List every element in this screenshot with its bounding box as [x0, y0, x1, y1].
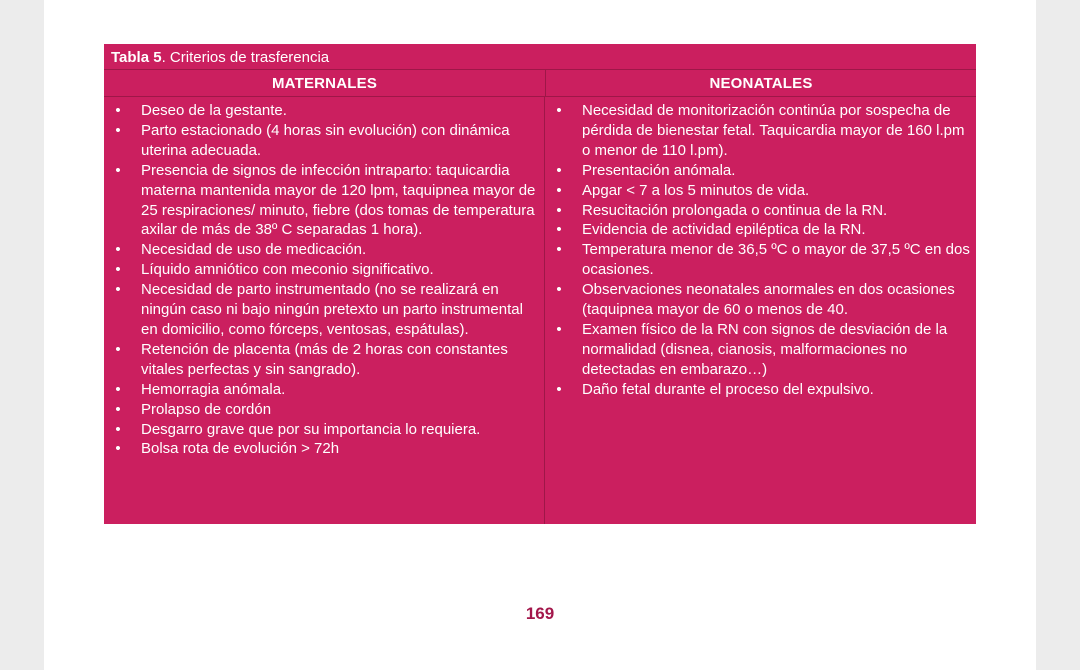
neonatales-list-item	[545, 240, 976, 280]
table-body-row	[104, 97, 976, 524]
header-neonatales: NEONATALES	[709, 75, 813, 92]
document-page	[44, 0, 1036, 670]
list-item-text: Bolsa rota de evolución > 72h	[141, 440, 340, 458]
list-item-text: Evidencia de actividad epiléptica de la RN.	[582, 221, 866, 239]
bullet-icon: •	[115, 121, 121, 139]
neonatales-list-item	[545, 181, 976, 201]
maternales-list-item	[104, 380, 544, 400]
neonatales-list-item	[545, 101, 976, 161]
transfer-criteria-table	[104, 44, 976, 524]
list-item-text: Parto estacionado (4 horas sin evolución) con dinámica uterina adecuada.	[141, 121, 510, 159]
list-item-text: Necesidad de monitorización continúa por sospecha de pérdida de bienestar fetal. Taquicardia mayor de 160 l.pm o menor de 110 l.pm).	[582, 102, 965, 159]
maternales-list-item	[104, 260, 544, 280]
bullet-icon: •	[115, 440, 121, 458]
bullet-icon: •	[115, 420, 121, 438]
maternales-list-item	[104, 340, 544, 380]
list-item-text: Prolapso de cordón	[141, 400, 272, 418]
neonatales-list-item	[545, 161, 976, 181]
bullet-icon: •	[115, 102, 121, 119]
list-item-text: Resucitación prolongada o continua de la RN.	[582, 201, 888, 219]
bullet-icon: •	[115, 281, 121, 299]
bullet-icon: •	[556, 181, 562, 199]
list-item-text: Temperatura menor de 36,5 ºC o mayor de 37,5 ºC en dos ocasiones.	[582, 241, 970, 279]
maternales-list-item	[104, 121, 544, 161]
maternales-list-item	[104, 240, 544, 260]
maternales-list-item	[104, 439, 544, 459]
list-item-text: Observaciones neonatales anormales en dos ocasiones (taquipnea mayor de 60 o menos de 40.	[582, 281, 955, 319]
list-item-text: Examen físico de la RN con signos de desviación de la normalidad (disnea, cianosis, malformaciones no detectadas en embarazo…)	[582, 320, 948, 378]
list-item-text: Presentación anómala.	[582, 161, 736, 179]
neonatales-list-item	[545, 220, 976, 240]
bullet-icon: •	[115, 241, 121, 259]
list-item-text: Retención de placenta (más de 2 horas con constantes vitales perfectas y sin sangrado).	[141, 340, 508, 378]
bullet-icon: •	[115, 161, 121, 179]
bullet-icon: •	[556, 161, 562, 179]
caption-text: . Criterios de trasferencia	[161, 49, 330, 66]
neonatales-list-item	[545, 380, 976, 400]
caption-label: Tabla 5	[111, 49, 162, 66]
bullet-icon: •	[115, 380, 121, 398]
maternales-list-item	[104, 280, 544, 340]
list-item-text: Necesidad de uso de medicación.	[141, 241, 367, 259]
maternales-list-item	[104, 420, 544, 440]
table-caption	[104, 44, 976, 70]
list-item-text: Desgarro grave que por su importancia lo requiera.	[141, 420, 481, 438]
maternales-list-item	[104, 400, 544, 420]
page-number: 169	[525, 604, 555, 623]
list-item-text: Presencia de signos de infección intraparto: taquicardia materna mantenida mayor de 120 lpm, taquipnea mayor de 25 respiraciones/ minuto, fiebre (dos tomas de temperatura axilar de más de 38º C separadas 1 hora).	[141, 161, 536, 239]
maternales-list-item	[104, 101, 544, 121]
neonatales-column	[545, 97, 976, 524]
bullet-icon: •	[556, 102, 562, 119]
table-header-row	[104, 70, 976, 97]
bullet-icon: •	[115, 400, 121, 418]
bullet-icon: •	[556, 281, 562, 299]
list-item-text: Hemorragia anómala.	[141, 380, 286, 398]
list-item-text: Daño fetal durante el proceso del expulsivo.	[582, 380, 874, 398]
bullet-icon: •	[556, 380, 562, 398]
header-maternales: MATERNALES	[104, 70, 546, 96]
neonatales-list-item	[545, 320, 976, 380]
maternales-list	[104, 101, 544, 459]
list-item-text: Deseo de la gestante.	[141, 102, 287, 119]
maternales-list-item	[104, 161, 544, 241]
bullet-icon: •	[115, 261, 121, 279]
list-item-text: Apgar < 7 a los 5 minutos de vida.	[582, 181, 810, 199]
bullet-icon: •	[556, 221, 562, 239]
bullet-icon: •	[556, 201, 562, 219]
bullet-icon: •	[556, 241, 562, 259]
neonatales-list	[545, 101, 976, 400]
neonatales-list-item	[545, 201, 976, 221]
maternales-column	[104, 97, 545, 524]
bullet-icon: •	[115, 340, 121, 358]
list-item-text: Necesidad de parto instrumentado (no se realizará en ningún caso ni bajo ningún pretexto un parto instrumental en domicilio, como fórceps, ventosas, espátulas).	[141, 281, 523, 338]
bullet-icon: •	[556, 320, 562, 338]
list-item-text: Líquido amniótico con meconio significativo.	[141, 261, 434, 279]
neonatales-list-item	[545, 280, 976, 320]
